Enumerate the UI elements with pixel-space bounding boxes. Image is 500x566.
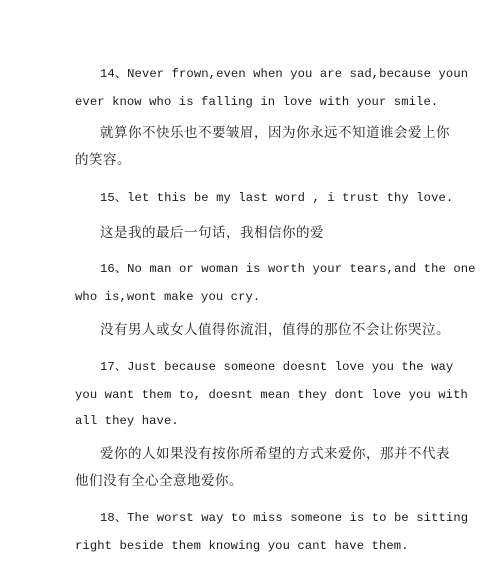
text-line: who is,wont make you cry. [75,290,261,304]
text-line: 14、Never frown,even when you are sad,because youn [100,67,469,81]
text-line: right beside them knowing you cant have them. [75,539,409,553]
text-line: 就算你不快乐也不要皱眉，因为你永远不知道谁会爱上你 [100,125,450,141]
text-line: 17、Just because someone doesnt love you the way [100,360,454,374]
text-line: 18、The worst way to miss someone is to be sitting [100,511,469,525]
text-line: 爱你的人如果没有按你所希望的方式来爱你，那并不代表 [100,446,450,462]
text-line: you want them to, doesnt mean they dont love you with [75,388,468,402]
text-line: ever know who is falling in love with your smile. [75,95,439,109]
text-line: 16、No man or woman is worth your tears,and the one [100,262,476,276]
text-line: 他们没有全心全意地爱你。 [75,473,243,489]
text-line: 的笑容。 [75,152,131,168]
text-line: 15、let this be my last word , i trust thy love. [100,191,454,205]
text-line: 没有男人或女人值得你流泪，值得的那位不会让你哭泣。 [100,322,450,338]
text-line: all they have. [75,414,179,428]
text-line: 这是我的最后一句话，我相信你的爱 [100,225,324,241]
